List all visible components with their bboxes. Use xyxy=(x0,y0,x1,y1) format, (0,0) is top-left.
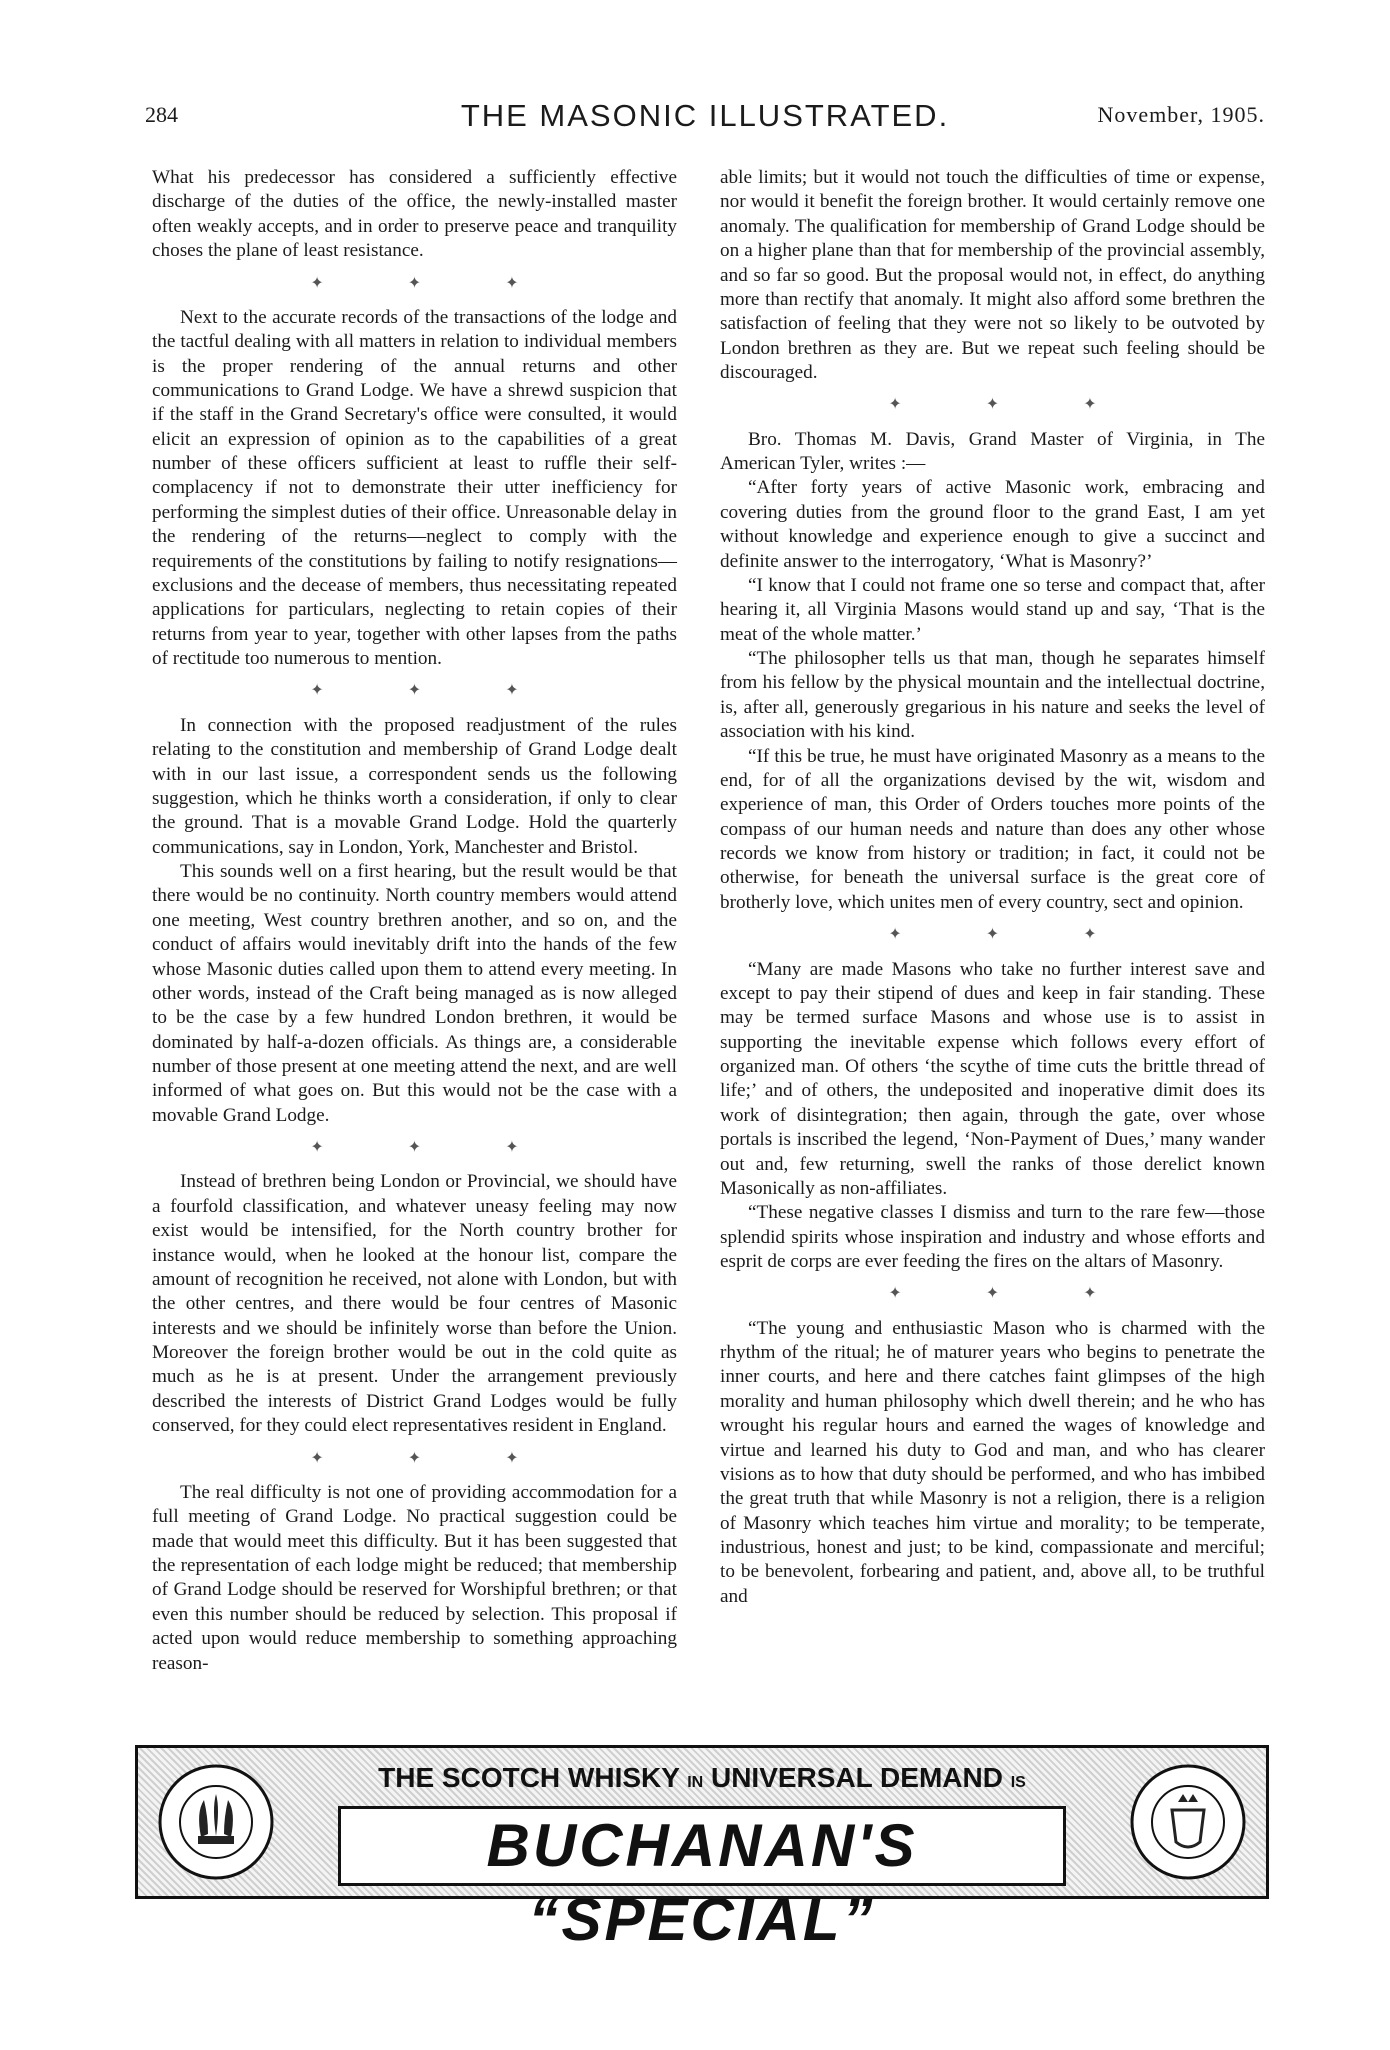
journal-title: THE MASONIC ILLUSTRATED. xyxy=(460,98,950,133)
paragraph: Bro. Thomas M. Davis, Grand Master of Virginia, in The American Tyler, writes :— xyxy=(720,428,1265,475)
paragraph: Instead of brethren being London or Provincial, we should have a fourfold classification, and whatever uneasy feeling may now exist would be intensified, for the North country brother for instance would, when he looked at the honour list, compare the amount of recognition he received, not alone with London, but with the other centres, and there would be four centres of Masonic interests and we should be infinitely worse than before the Union. Moreover the foreign brother would be out in the cold quite as much as he is at present. Under the arrangement previously described the interests of District Grand Lodges would be fully conserved, for they could elect representatives resident in England. xyxy=(152,1171,677,1437)
paragraph: able limits; but it would not touch the difficulties of time or expense, nor would it benefit the foreign brother. It would certainly remove one anomaly. The qualification for membership of Grand Lodge should be on a higher plane than that for membership of the provincial assembly, and so far so good. But the proposal would not, in effect, do anything more than rectify that anomaly. It might also afford some brethren the satisfaction of feeling that they were not so likely to be outvoted by London brethren as they are. But we repeat such feeling should be discouraged. xyxy=(720,167,1265,383)
page-header xyxy=(145,98,1265,138)
section-ornament: ✦ ✦ ✦ xyxy=(310,1139,559,1157)
paragraph: In connection with the proposed readjustment of the rules relating to the constitution and membership of Grand Lodge dealt with in our last issue, a correspondent sends us the following suggestion, which he thinks worth a consideration, if only to clear the ground. That is a movable Grand Lodge. Hold the quarterly communications, say in London, York, Manchester and Bristol. xyxy=(152,714,677,858)
section-ornament: ✦ ✦ ✦ xyxy=(310,682,559,700)
prince-of-wales-warrant-seal xyxy=(156,1762,276,1882)
paragraph: “These negative classes I dismiss and turn to the rare few—those splendid spirits whose inspiration and industry and whose efforts and esprit de corps are ever feeding the fires on the altars of Masonry. xyxy=(720,1202,1265,1272)
paragraph: “The young and enthusiastic Mason who is charmed with the rhythm of the ritual; he of maturer years who begins to penetrate the inner courts, and here and there catches faint glimpses of the high morality and human philosophy which dwell therein; and he who has wrought his regular hours and earned the wages of knowledge and virtue and learned his duty to God and man, and who has clearer visions as to how that duty should be performed, and who has imbibed the great truth that while Masonry is not a religion, there is a religion of Masonry which teaches him virtue and morality; to be temperate, industrious, honest and just; to be kind, compassionate and merciful; to be benevolent, forbearing and patient, and, above all, to be truthful and xyxy=(720,1317,1265,1607)
paragraph: The real difficulty is not one of providing accommodation for a full meeting of Grand Lodge. No practical suggestion could be made that would meet this difficulty. But it has been suggested that the representation of each lodge might be reduced; that membership of Grand Lodge should be reserved for Worshipful brethren; or that even this number should be reduced by selection. This proposal if acted upon would reduce membership to something approaching reason- xyxy=(152,1481,677,1674)
paragraph: “After forty years of active Masonic work, embracing and covering duties from the ground floor to the grand East, I am yet without knowledge and experience enough to give a succinct and definite answer to the interrogatory, ‘What is Masonry?’ xyxy=(720,477,1265,572)
left-column xyxy=(152,166,677,1676)
paragraph: What his predecessor has considered a sufficiently effective discharge of the duties of the office, the newly-installed master often weakly accepts, and in order to preserve peace and tranquility choses the plane of least resistance. xyxy=(152,167,677,262)
paragraph: “Many are made Masons who take no further interest save and except to pay their stipend of dues and keep in fair standing. These may be termed surface Masons and whose use is to assist in supporting the inevitable expense which follows every effort of organized man. Of others ‘the scythe of time cuts the brittle thread of life;’ and of others, the undeposited and inoperative dimit does its work of disintegration; then again, through the gate, over whose portals is inscribed the legend, ‘Non-Payment of Dues,’ many wander out and, few returning, swell the ranks of those derelict known Masonically as non-affiliates. xyxy=(720,958,1265,1199)
section-ornament: ✦ ✦ ✦ xyxy=(888,926,1137,944)
paragraph: Next to the accurate records of the transactions of the lodge and the tactful dealing with all matters in relation to individual members is the proper rendering of the annual returns and other communications to Grand Lodge. We have a shrewd suspicion that if the staff in the Grand Secretary's office were consulted, it would elicit an expression of opinion as to the capabilities of a great number of these officers sufficient at least to ruffle their self-complacency if not to demonstrate their utter inefficiency for performing the simplest duties of their office. Unreasonable delay in the rendering of the returns—neglect to comply with the requirements of the constitutions by failing to notify resignations—exclusions and the decease of members, thus necessitating repeated applications for particulars, neglecting to retain copies of their returns from year to year, together with other lapses from the paths of rectitude too numerous to mention. xyxy=(152,306,678,670)
paragraph: “I know that I could not frame one so terse and compact that, after hearing it, all Virginia Masons would stand up and say, ‘That is the meat of the whole matter.’ xyxy=(720,574,1265,645)
paragraph: “If this be true, he must have originated Masonry as a means to the end, for of all the organizations devised by the wit, wisdom and experience of man, this Order of Orders touches more points of the compass of our human needs and nature than does any other whose records we know from history or tradition; in fact, it could not be otherwise, for beneath the universal surface is the great core of brotherly love, which unites men of every country, sect and opinion. xyxy=(720,745,1265,913)
paragraph: This sounds well on a first hearing, but the result would be that there would be no continuity. North country members would attend one meeting, West country brethren another, and so on, and the conduct of affairs would inevitably drift into the hands of the few whose Masonic duties called upon them to attend every meeting. In other words, instead of the Craft being managed as is now alleged to be the case by a few hundred London brethren, it would be dominated by half-a-dozen officials. As things are, a considerable number of those present at one meeting attend the next, and are well informed of what goes on. But this would not be the case with a movable Grand Lodge. xyxy=(152,861,677,1126)
section-ornament: ✦ ✦ ✦ xyxy=(310,1449,559,1467)
issue-date: November, 1905. xyxy=(1097,102,1265,127)
right-column xyxy=(720,166,1265,1609)
brand-name: BUCHANAN'S “SPECIAL” xyxy=(338,1806,1066,1886)
section-ornament: ✦ ✦ ✦ xyxy=(888,396,1137,414)
paragraph: “The philosopher tells us that man, though he separates himself from his fellow by the physical mountain and the intellectual doctrine, is, after all, generously gregarious in his nature and seeks the level of association with his kind. xyxy=(720,648,1265,743)
section-ornament: ✦ ✦ ✦ xyxy=(888,1285,1137,1303)
page-number: 284 xyxy=(145,102,178,127)
advert-headline: THE SCOTCH WHISKY IN UNIVERSAL DEMAND IS xyxy=(378,1762,1026,1793)
royal-warrant-seal xyxy=(1128,1762,1248,1882)
section-ornament: ✦ ✦ ✦ xyxy=(310,274,559,292)
whisky-advertisement xyxy=(135,1745,1269,1953)
